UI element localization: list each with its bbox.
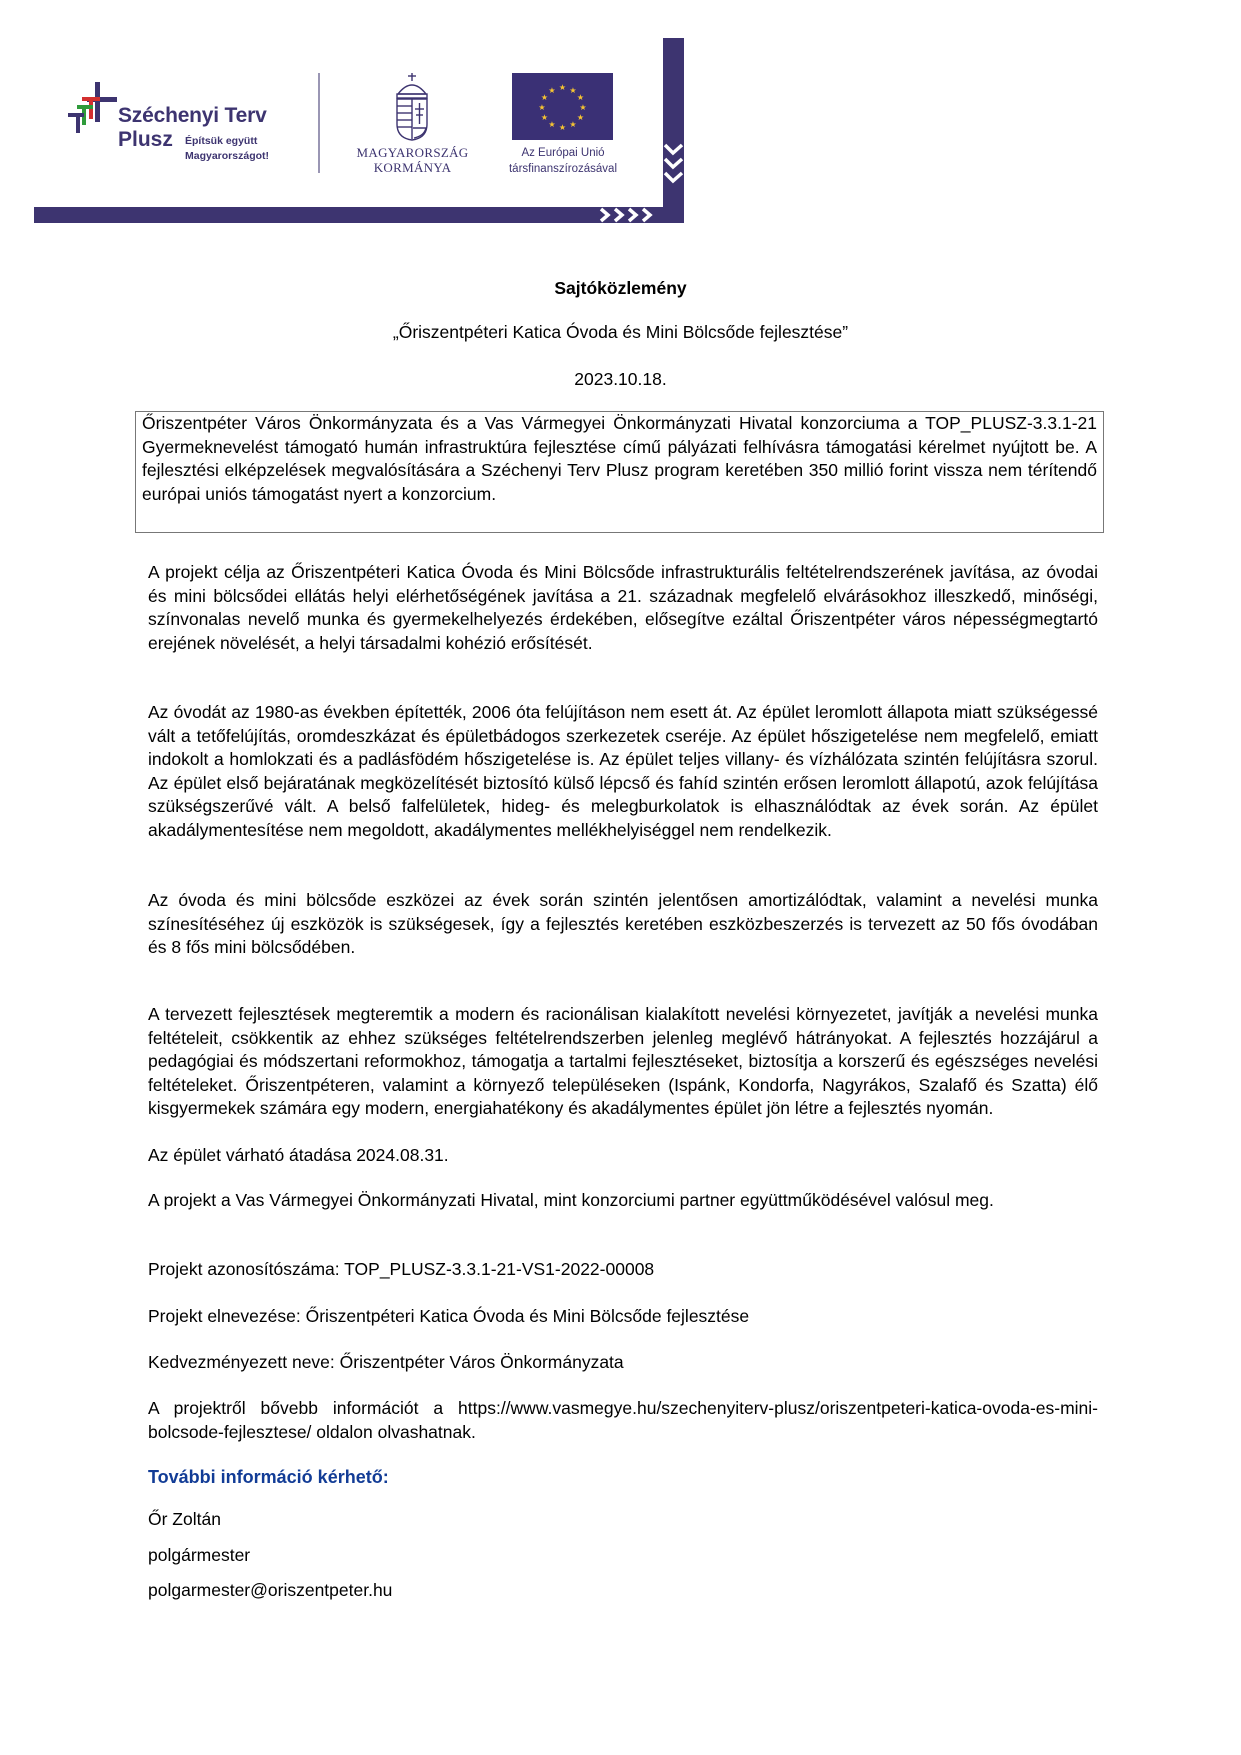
svg-text:★: ★ [540,113,549,122]
eu-flag-icon [512,73,613,140]
svg-text:★: ★ [569,86,577,95]
summary-box [135,411,1104,533]
szechenyi-logo-title: Széchenyi Terv [118,104,267,127]
project-name: Projekt elnevezése: Őriszentpéteri Katica Óvoda és Mini Bölcsőde fejlesztése [148,1306,750,1326]
paragraph-development-benefits: A tervezett fejlesztések megteremtik a modern és racionálisan kialakított nevelési környezetet, javítják a nevelési munka feltételeit, csökkentik az ehhez szükséges feltételrendszerben jelenleg meglévő hátrányokat. A fejlesztés hozzájárul a pedagógiai és módszertani reformokhoz, támogatja a tartalmi fejlesztéseket, biztosítja a korszerű és egészséges nevelési feltételeket. Őriszentpéteren, valamint a környező településeken (Ispánk, Kondorfa, Nagyrákos, Szalafő és Szatta) élő kisgyermekek számára egy modern, energiahatékony és akadálymentes épület jön létre a fejlesztés nyomán. [148,1004,1098,1118]
paragraph-building-state: Az óvodát az 1980-as években építették, 2006 óta felújításon nem esett át. Az épület leromlott állapota miatt szükségessé vált a tetőfelújítás, oromdeszkázat és épületbádogos szerkezetek cseréje. Az épület hőszigetelése nem megfelelő, emiatt indokolt a homlokzati és a padlásfödém hőszigetelése is. Az épület teljes villany- és vízhálózata szintén felújításra szorul. Az épület első bejáratának megközelítését biztosító külső lépcső és fahíd szintén erősen leromlott állapotú, azok felújítása szükségszerűvé vált. A belső falfelületek, hideg- és melegburkolatok is elhasználódtak az évek során. Az épület akadálymentesítése nem megoldott, akadálymentes mellékhelyiséggel nem rendelkezik. [148,702,1098,840]
svg-text:★: ★ [579,103,587,112]
slogan-line-1: Építsük együtt [185,135,258,147]
government-line-2: KORMÁNYA [373,160,452,175]
hungarian-coat-of-arms-icon [388,72,436,142]
document-subtitle: „Őriszentpéteri Katica Óvoda és Mini Bölcsőde fejlesztése” [392,322,849,342]
svg-text:★: ★ [548,86,556,95]
government-line-1: MAGYARORSZÁG [356,145,469,160]
paragraph-project-goal: A projekt célja az Őriszentpéteri Katica Óvoda és Mini Bölcsőde infrastrukturális feltételrendszerének javítása, az óvodai és mini bölcsődei ellátás helyi elérhetőségének javítása a 21. századnak megfelelő elvárásokhoz illeszkedő, minőségi, színvonalas nevelő munka és gyermekelhelyezés érdekében, elősegítve ezáltal Őriszentpéter város népességmegtartó erejének növelését, a helyi társadalmi kohézió erősítését. [148,562,1098,653]
more-info-heading: További információ kérhető: [148,1467,389,1487]
svg-text:★: ★ [576,93,585,102]
contact-role: polgármester [148,1545,251,1565]
svg-text:★: ★ [569,120,577,129]
document-title: Sajtóközlemény [554,278,687,298]
logo-divider [318,73,320,173]
chevron-down-icon [663,142,684,192]
beneficiary-name: Kedvezményezett neve: Őriszentpéter Város Önkormányzata [148,1352,624,1372]
contact-name: Őr Zoltán [148,1509,221,1529]
svg-text:★: ★ [548,120,556,129]
svg-text:★: ★ [558,123,567,132]
summary-text: Őriszentpéter Város Önkormányzata és a Vas Vármegyei Önkormányzati Hivatal konzorciuma a TOP_PLUSZ-3.3.1-21 Gyermeknevelést támogató humán infrastruktúra fejlesztése című pályázati felhívásra támogatási kérelmet nyújtott be. A fejlesztési elképzelések megvalósítására a Széchenyi Terv Plusz program keretében 350 millió forint vissza nem térítendő európai uniós támogatást nyert a konzorcium. [142,413,1097,504]
paragraph-equipment: Az óvoda és mini bölcsőde eszközei az évek során szintén jelentősen amortizálódtak, valamint a nevelési munka színesítéséhez új eszközök is szükségesek, így a fejlesztés keretében eszközbeszerzés is tervezett az 50 fős óvodában és 8 fős mini bölcsődében. [148,890,1098,957]
banner-right-bar [663,38,684,223]
svg-text:★: ★ [558,83,567,92]
slogan-line-2: Magyarországot! [185,150,270,162]
svg-text:★: ★ [576,113,585,122]
szechenyi-logo-plusz: Plusz [118,128,173,151]
eu-line-2: társfinanszírozásával [508,163,618,175]
chevron-right-icon [598,207,660,223]
contact-email[interactable]: polgarmester@oriszentpeter.hu [148,1580,393,1600]
svg-text:★: ★ [538,103,546,112]
paragraph-more-info-link: A projektről bővebb információt a https://www.vasmegye.hu/szechenyiterv-plusz/oriszentpeteri-katica-ovoda-es-mini-bolcsode-fejlesztese/ oldalon olvashatnak. [148,1398,1098,1442]
document-date: 2023.10.18. [574,369,667,389]
paragraph-handover-date: Az épület várható átadása 2024.08.31. [148,1145,449,1165]
paragraph-consortium-partner: A projekt a Vas Vármegyei Önkormányzati Hivatal, mint konzorciumi partner együttműködésével valósul meg. [148,1190,994,1210]
project-id: Projekt azonosítószáma: TOP_PLUSZ-3.3.1-21-VS1-2022-00008 [148,1259,655,1279]
banner-bottom-bar [34,207,684,223]
eu-cofinancing-text [488,145,638,177]
government-name [340,145,485,175]
header-banner [0,0,1241,230]
szechenyi-cross-icon [65,80,120,135]
eu-line-1: Az Európai Unió [521,147,605,159]
svg-text:★: ★ [540,93,549,102]
szechenyi-slogan [185,134,269,164]
